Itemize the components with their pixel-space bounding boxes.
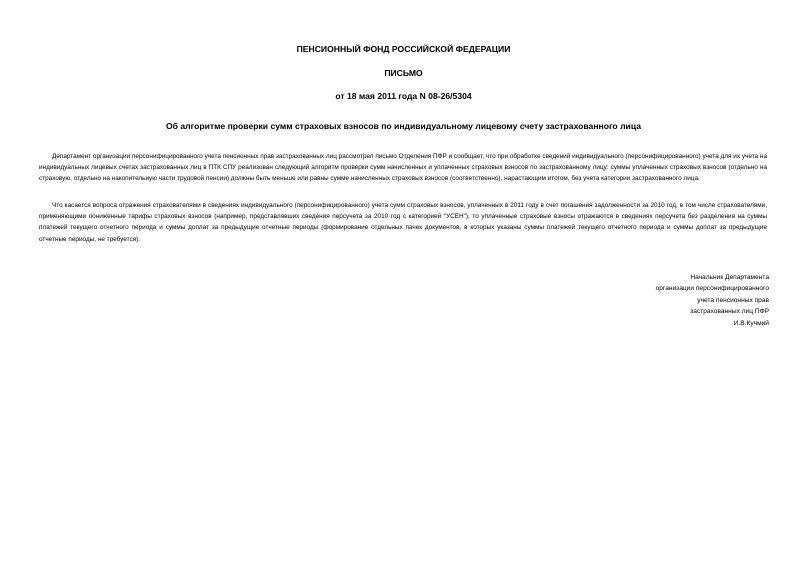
signature-line-department: организации персонифицированного — [655, 285, 769, 293]
issuing-organization: ПЕНСИОННЫЙ ФОНД РОССИЙСКОЙ ФЕДЕРАЦИИ — [296, 44, 511, 54]
document-type: ПИСЬМО — [384, 68, 423, 78]
signature-line-organization: застрахованных лиц ПФР — [690, 308, 769, 316]
body-paragraph-2: Что касается вопроса отражения страхователями в сведениях индивидуального (персонифицированного) учета сумм страховых взносов, уплаченных в 2011 году в счет погашения задолженности за 2010 год, в том числе страхователями, применяющими пониженные тарифы страховых взносов (например, представлявших сведения персучета за 2010 год с категорией "УСЕН"), то уплаченные страховые взносы отражаются в сведениях персучета без разделения на суммы платежей текущего отчетного периода и суммы доплат за предыдущие отчетные периоды (формирование отдельных пачек документов, в которых указаны суммы платежей текущего отчетного периода и суммы доплат за предыдущие отчетные периоды, не требуется). — [39, 202, 767, 243]
signature-line-department-2: учета пенсионных прав — [697, 296, 769, 304]
body-paragraph-1: Департамент организации персонифицированного учета пенсионных прав застрахованных лиц рассмотрел письмо Отделения ПФР и сообщает, что при обработке сведений индивидуального (персонифицированного) учета для их учета на индивидуальных лицевых счетах застрахованных лиц в ПТК СПУ реализован следующий алгоритм проверки сумм начисленных и уплаченных страховых взносов по застрахованному лицу: суммы уплаченных страховых взносов (отдельно на страховую, отдельно на накопительную части трудовой пенсии) должны быть меньше или равны сумме начисленных страховых взносов (соответственно), нарастающим итогом, без учета категории застрахованного лица. — [39, 153, 767, 183]
signatory-name: И.В.Кучмий — [733, 319, 769, 327]
signature-line-position: Начальник Департамента — [690, 274, 769, 281]
document-date-number: от 18 мая 2011 года N 08-26/5304 — [335, 91, 472, 101]
signature-block — [549, 272, 769, 329]
document-subject: Об алгоритме проверки сумм страховых взносов по индивидуальному лицевому счету застрахованного лица — [166, 121, 641, 131]
